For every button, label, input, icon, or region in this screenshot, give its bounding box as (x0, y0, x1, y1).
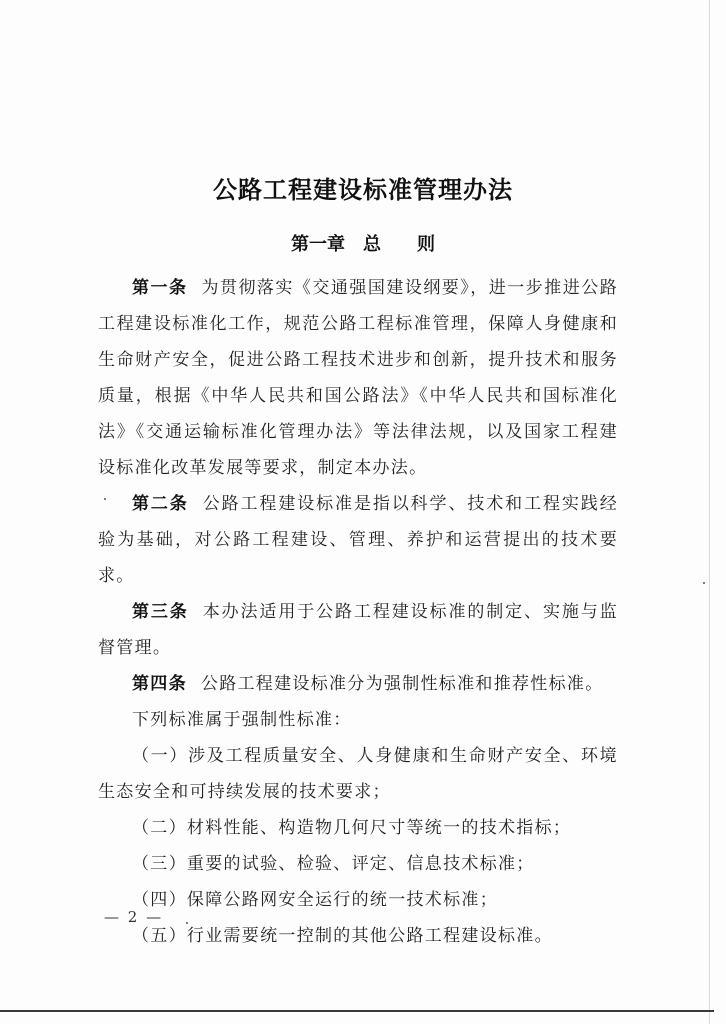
document-body (98, 270, 618, 954)
paragraph (98, 270, 618, 486)
paragraph (98, 486, 618, 594)
page-edge-right (709, 0, 710, 1024)
paragraph-text: （二）材料性能、构造物几何尺寸等统一的技术指标； (132, 818, 572, 838)
list-item (98, 918, 618, 954)
scan-speck (703, 582, 705, 584)
document-title: 公路工程建设标准管理办法 (213, 176, 513, 204)
paragraph-text: （四）保障公路网安全运行的统一技术标准； (132, 890, 498, 910)
paragraph-text: 公路工程建设标准分为强制性标准和推荐性标准。 (200, 674, 604, 694)
paragraph (98, 666, 618, 702)
page-edge-bottom (0, 1010, 714, 1012)
chapter-heading: 第一章 总 则 (291, 234, 435, 255)
scan-speck (104, 498, 106, 500)
paragraph (98, 594, 618, 666)
list-item (98, 810, 618, 846)
paragraph (98, 702, 618, 738)
page-number: — 2 — (104, 908, 164, 926)
article-number: 第四条 (132, 674, 187, 694)
paragraph-text: 下列标准属于强制性标准： (132, 710, 352, 730)
paragraph-text: （五）行业需要统一控制的其他公路工程建设标准。 (132, 926, 553, 946)
paragraph-text: （三）重要的试验、检验、评定、信息技术标准； (132, 854, 535, 874)
list-item (98, 846, 618, 882)
article-number: 第三条 (132, 602, 189, 622)
article-number: 第一条 (132, 278, 188, 298)
paragraph-text: （一）涉及工程质量安全、人身健康和生命财产安全、环境生态安全和可持续发展的技术要求； (98, 746, 618, 802)
list-item (98, 738, 618, 810)
paragraph-text: 本办法适用于公路工程建设标准的制定、实施与监督管理。 (98, 602, 618, 658)
paragraph-text: 公路工程建设标准是指以科学、技术和工程实践经验为基础，对公路工程建设、管理、养护和运营提出的技术要求。 (98, 494, 618, 586)
paragraph-text: 为贯彻落实《交通强国建设纲要》，进一步推进公路工程建设标准化工作，规范公路工程标准管理，保障人身健康和生命财产安全，促进公路工程技术进步和创新，提升技术和服务质量，根据《中华人民共和国公路法》《中华人民共和国标准化法》《交通运输标准化管理办法》等法律法规，以及国家工程建设标准化改革发展等要求，制定本办法。 (98, 278, 618, 478)
scan-speck (186, 922, 188, 924)
article-number: 第二条 (132, 494, 189, 514)
list-item (98, 882, 618, 918)
